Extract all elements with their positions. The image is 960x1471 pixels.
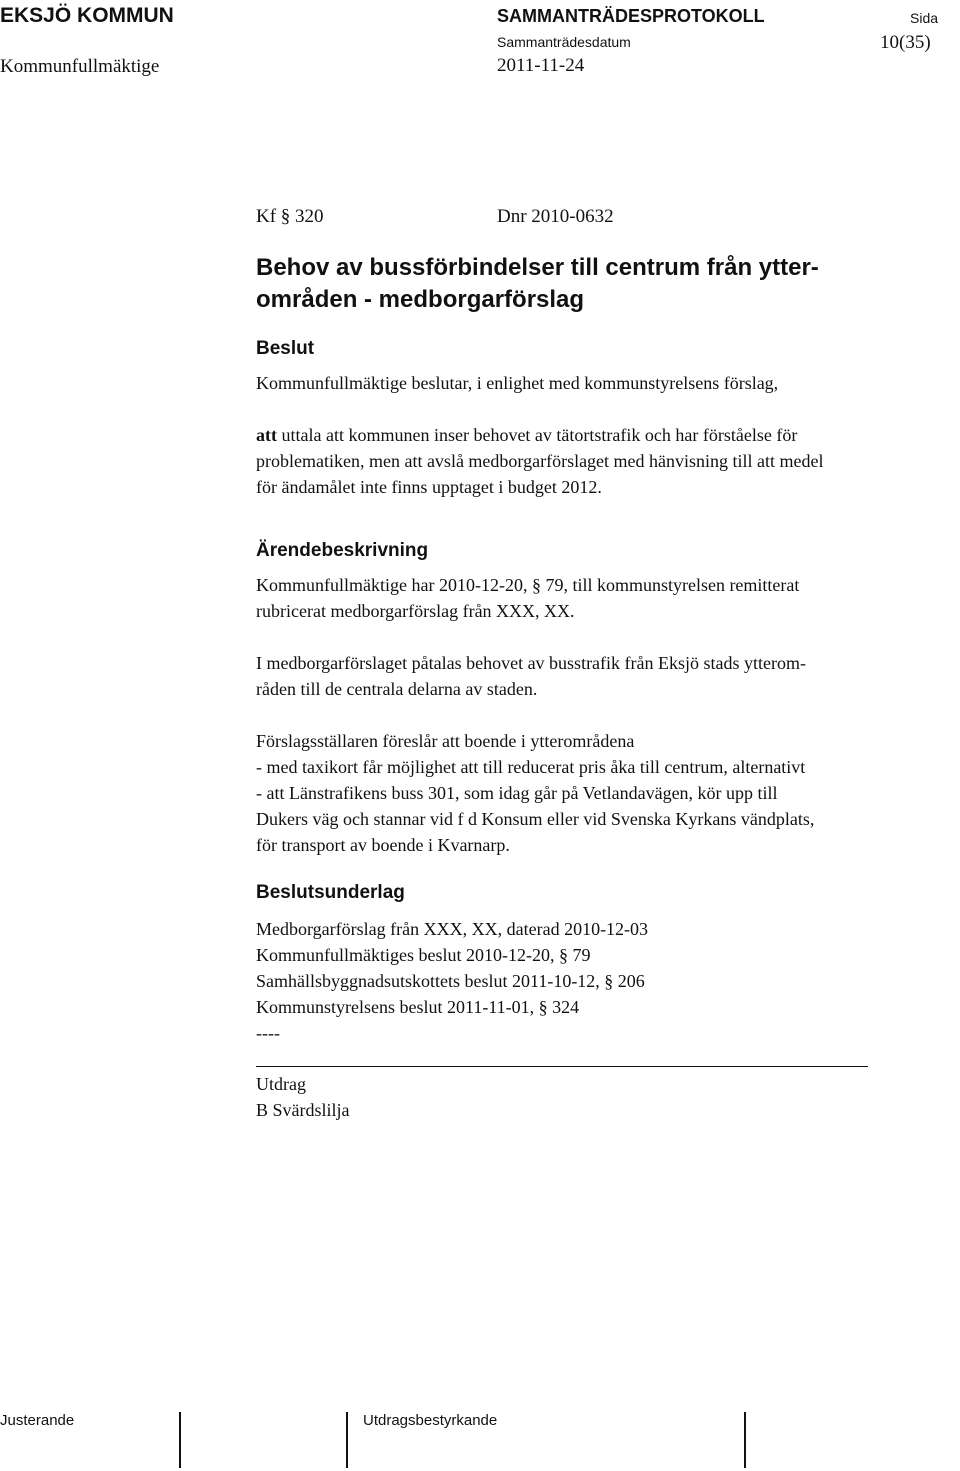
decision-line: för ändamålet inte finns upptaget i budget 2012. — [256, 477, 602, 497]
basis-item: Medborgarförslag från XXX, XX, daterad 2010-12-03 — [256, 919, 649, 939]
decision-line: problematiken, men att avslå medborgarförslaget med hänvisning till att medel — [256, 451, 824, 471]
description-line: rubricerat medborgarförslag från XXX, XX. — [256, 601, 575, 621]
case-title-line: Behov av bussförbindelser till centrum från ytter- — [256, 254, 819, 281]
description-heading: Ärendebeskrivning — [256, 540, 429, 561]
basis-heading: Beslutsunderlag — [256, 882, 405, 903]
meeting-date-label: Sammanträdesdatum — [497, 34, 631, 50]
description-line: - med taxikort får möjlighet att till reducerat pris åka till centrum, alternativt — [256, 757, 806, 777]
page-number: 10(35) — [880, 32, 931, 53]
basis-item: Kommunfullmäktiges beslut 2010-12-20, § 79 — [256, 945, 591, 965]
description-paragraph — [256, 650, 806, 702]
distribution — [256, 1071, 350, 1123]
signature-divider — [179, 1412, 181, 1468]
diary-number: Dnr 2010-0632 — [497, 206, 614, 227]
distribution-recipient: B Svärdslilja — [256, 1100, 350, 1120]
signature-divider — [744, 1412, 746, 1468]
basis-separator: ---- — [256, 1023, 280, 1043]
meeting-date: 2011-11-24 — [497, 55, 585, 76]
basis-item: Samhällsbyggnadsutskottets beslut 2011-10-12, § 206 — [256, 971, 645, 991]
decision-line: uttala att kommunen inser behovet av tätortstrafik och har förståelse för — [277, 425, 798, 445]
organization-name: EKSJÖ KOMMUN — [0, 4, 174, 27]
document-type: SAMMANTRÄDESPROTOKOLL — [497, 6, 765, 26]
decision-intro — [256, 370, 778, 396]
divider-line — [256, 1066, 868, 1067]
description-paragraph — [256, 572, 799, 624]
justerande-label: Justerande — [0, 1412, 75, 1429]
att-word: att — [256, 425, 277, 445]
description-line: - att Länstrafikens buss 301, som idag går på Vetlandavägen, kör upp till — [256, 783, 778, 803]
utdragsbestyrkande-label: Utdragsbestyrkande — [363, 1412, 498, 1429]
distribution-label: Utdrag — [256, 1074, 306, 1094]
description-line: Förslagsställaren föreslår att boende i ytterområdena — [256, 731, 635, 751]
basis-list — [256, 916, 648, 1046]
signature-divider — [346, 1412, 348, 1468]
case-title — [256, 252, 819, 316]
department-name: Kommunfullmäktige — [0, 56, 160, 77]
section-number: Kf § 320 — [256, 206, 324, 227]
case-title-line: områden - medborgarförslag — [256, 286, 585, 313]
description-line: Kommunfullmäktige har 2010-12-20, § 79, till kommunstyrelsen remitterat — [256, 575, 800, 595]
basis-item: Kommunstyrelsens beslut 2011-11-01, § 324 — [256, 997, 580, 1017]
decision-intro-text: Kommunfullmäktige beslutar, i enlighet med kommunstyrelsens förslag, — [256, 373, 779, 393]
description-paragraph — [256, 728, 814, 858]
description-line: för transport av boende i Kvarnarp. — [256, 835, 510, 855]
decision-heading: Beslut — [256, 338, 315, 359]
description-line: råden till de centrala delarna av staden. — [256, 679, 538, 699]
decision-text — [256, 422, 824, 500]
page-label: Sida — [910, 10, 939, 26]
description-line: Dukers väg och stannar vid f d Konsum eller vid Svenska Kyrkans vändplats, — [256, 809, 815, 829]
description-line: I medborgarförslaget påtalas behovet av busstrafik från Eksjö stads ytterom- — [256, 653, 807, 673]
